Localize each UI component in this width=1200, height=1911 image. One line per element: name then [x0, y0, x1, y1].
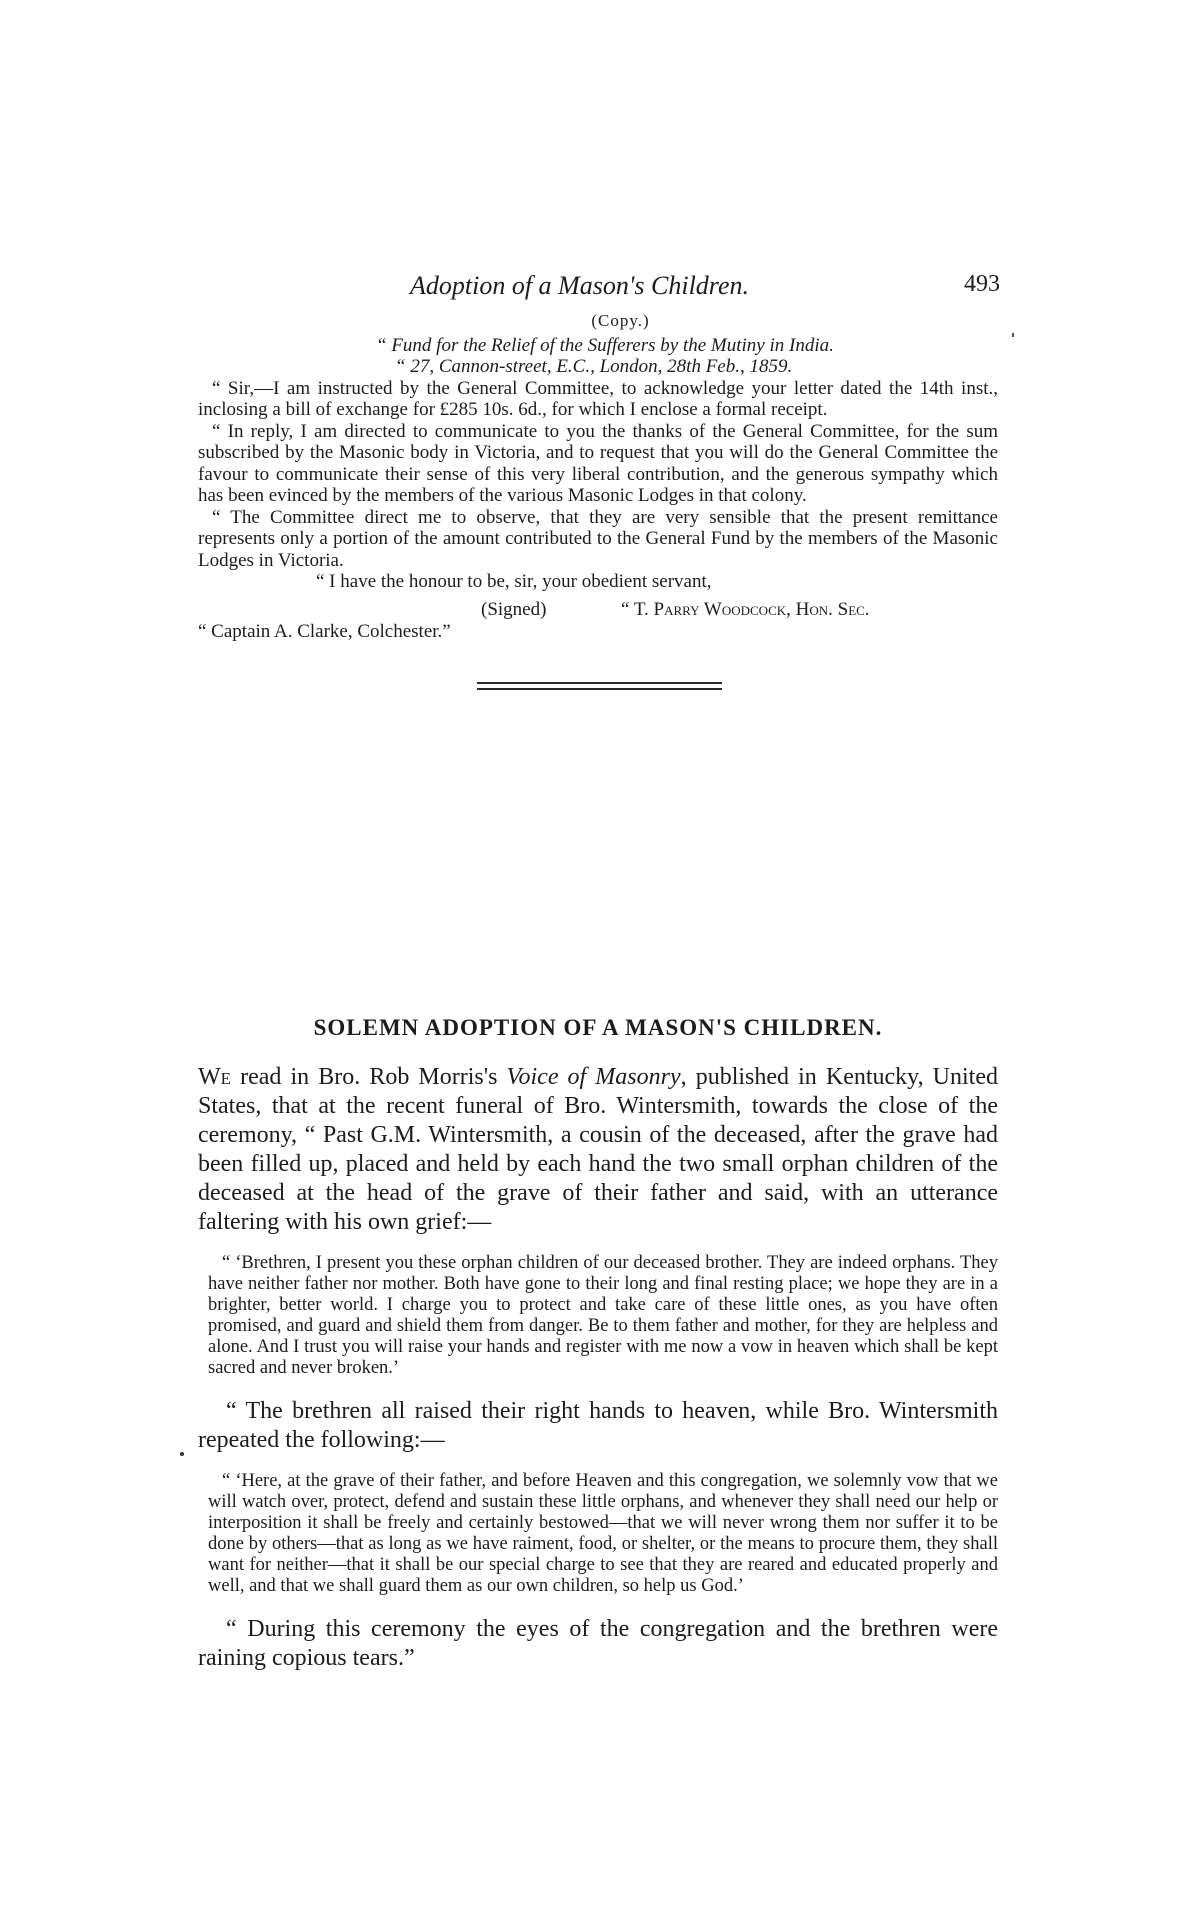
publication-title: Voice of Masonry — [506, 1064, 681, 1090]
letter-closing: “ I have the honour to be, sir, your obedient servant, — [316, 571, 712, 592]
section-divider — [477, 688, 722, 690]
addressee: “ Captain A. Clarke, Colchester.” — [198, 620, 451, 642]
lead-text: , published in Kentucky, United States, that at the recent funeral of Bro. Wintersmith, towards the close of the ceremony, “ Past G.M. Wintersmith, a cousin of the deceased, after the grave had been filled up, placed and held by each hand the two small orphan children of the deceased at the head of the grave of their father and said, with an utterance faltering with his own grief:— — [198, 1064, 999, 1235]
article-paragraph: “ During this ceremony the eyes of the congregation and the brethren were raining copious tears.” — [198, 1616, 998, 1671]
lead-text: read in Bro. Rob Morris's — [231, 1064, 507, 1090]
signed-label: (Signed) — [481, 598, 547, 620]
article-title: SOLEMN ADOPTION OF A MASON'S CHILDREN. — [313, 1015, 883, 1040]
letter-heading-fund: “ Fund for the Relief of the Sufferers by the Mutiny in India. — [376, 334, 834, 356]
letter-paragraph: “ Sir,—I am instructed by the General Committee, to acknowledge your letter dated the 14th inst., inclosing a bill of exchange for £285 10s. 6d., for which I enclose a formal receipt. — [198, 377, 998, 420]
page-number: 493 — [964, 271, 1000, 297]
signature-line — [198, 599, 998, 623]
lead-dropcap: We — [198, 1064, 232, 1090]
letter-paragraph: “ In reply, I am directed to communicate to you the thanks of the General Committee, for the sum subscribed by the Masonic body in Victoria, and to request that you will do the General Committee the favour to communicate their sense of this very liberal contribution, and the generous sympathy which has been evinced by the members of the various Masonic Lodges in that colony. — [198, 420, 998, 506]
running-title: Adoption of a Mason's Children. — [410, 271, 749, 300]
section-divider — [477, 682, 722, 684]
article-lead-paragraph — [198, 1063, 998, 1237]
copy-mark: (Copy.) — [591, 311, 650, 330]
print-mark — [1012, 333, 1014, 337]
signer: “ T. Parry Woodcock, Hon. Sec. — [621, 598, 870, 620]
margin-mark — [180, 1452, 184, 1456]
letter — [198, 310, 998, 642]
article-paragraph: “ The brethren all raised their right hands to heaven, while Bro. Wintersmith repeated the following:— — [198, 1398, 998, 1453]
letter-heading-address: “ 27, Cannon-street, E.C., London, 28th Feb., 1859. — [395, 356, 793, 377]
quoted-address: “ ‘Brethren, I present you these orphan children of our deceased brother. They are indeed orphans. They have neither father nor mother. Both have gone to their long and final resting place; we hope they are in a brighter, better world. I charge you to protect and take care of these little ones, as you have often promised, and guard and shield them from danger. Be to them father and mother, for they are helpless and alone. And I trust you will raise your hands and register with me now a vow in heaven which shall be kept sacred and never broken.’ — [208, 1253, 998, 1378]
letter-paragraph: “ The Committee direct me to observe, that they are very sensible that the present remittance represents only a portion of the amount contributed to the General Fund by the members of the Masonic Lodges in Victoria. — [198, 506, 998, 571]
article — [198, 1015, 998, 1673]
quoted-vow: “ ‘Here, at the grave of their father, and before Heaven and this congregation, we solemnly vow that we will watch over, protect, defend and sustain these little orphans, and whenever they shall need our help or interposition it shall be freely and certainly bestowed—that we will never wrong them nor suffer it to be done by others—that as long as we have raiment, food, or shelter, or the means to procure them, they shall want for neither—that it shall be our special charge to see that they are reared and educated properly and well, and that we shall guard them as our own children, so help us God.’ — [208, 1471, 998, 1596]
